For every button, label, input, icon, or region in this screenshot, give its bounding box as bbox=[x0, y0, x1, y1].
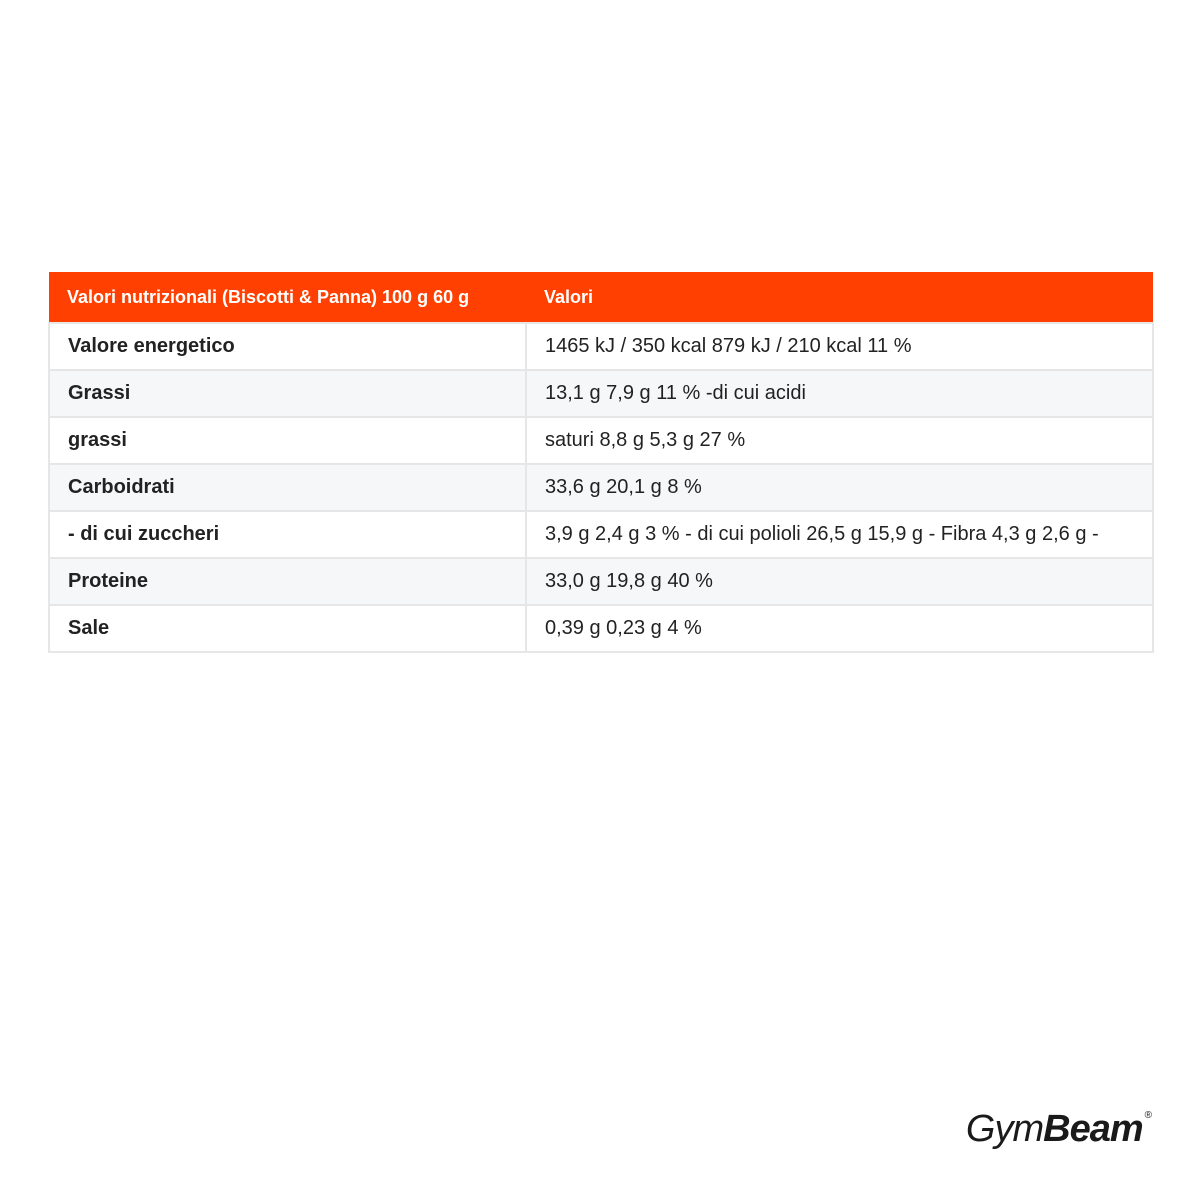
table-header bbox=[49, 272, 1153, 323]
gymbeam-logo bbox=[966, 1108, 1152, 1151]
registered-mark: ® bbox=[1144, 1110, 1152, 1121]
nutrient-value: 0,39 g 0,23 g 4 % bbox=[526, 605, 1153, 652]
nutrient-value: 1465 kJ / 350 kcal 879 kJ / 210 kcal 11 % bbox=[526, 323, 1153, 370]
nutrition-table bbox=[48, 272, 1154, 653]
nutrient-label: Valore energetico bbox=[49, 323, 526, 370]
table-row bbox=[49, 417, 1153, 464]
table-row bbox=[49, 605, 1153, 652]
table-row bbox=[49, 370, 1153, 417]
nutrient-label: Proteine bbox=[49, 558, 526, 605]
nutrient-value: 33,0 g 19,8 g 40 % bbox=[526, 558, 1153, 605]
nutrient-label: Carboidrati bbox=[49, 464, 526, 511]
nutrient-value: saturi 8,8 g 5,3 g 27 % bbox=[526, 417, 1153, 464]
table-row bbox=[49, 511, 1153, 558]
column-header-values: Valori bbox=[526, 272, 1153, 323]
header-row bbox=[49, 272, 1153, 323]
nutrient-value: 3,9 g 2,4 g 3 % - di cui polioli 26,5 g 15,9 g - Fibra 4,3 g 2,6 g - bbox=[526, 511, 1153, 558]
table-row bbox=[49, 464, 1153, 511]
table-body bbox=[49, 323, 1153, 652]
table-row bbox=[49, 558, 1153, 605]
nutrient-label: Grassi bbox=[49, 370, 526, 417]
nutrient-value: 33,6 g 20,1 g 8 % bbox=[526, 464, 1153, 511]
nutrient-label: - di cui zuccheri bbox=[49, 511, 526, 558]
nutrient-label: Sale bbox=[49, 605, 526, 652]
nutrient-value: 13,1 g 7,9 g 11 % -di cui acidi bbox=[526, 370, 1153, 417]
table-row bbox=[49, 323, 1153, 370]
logo-text-gym: Gym bbox=[965, 1108, 1044, 1150]
nutrient-label: grassi bbox=[49, 417, 526, 464]
logo-text-beam: Beam bbox=[1043, 1108, 1143, 1150]
column-header-nutrient: Valori nutrizionali (Biscotti & Panna) 100 g 60 g bbox=[49, 272, 526, 323]
